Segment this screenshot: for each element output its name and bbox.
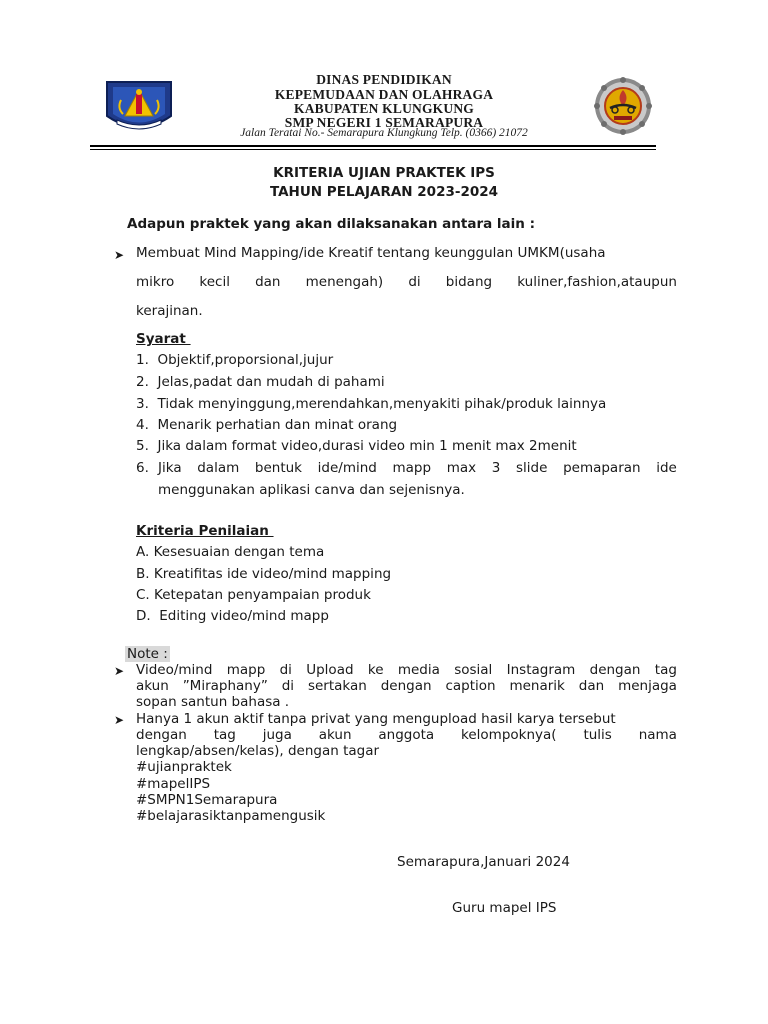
hashtag: #ujianpraktek [136, 759, 232, 775]
word: menengah) [305, 274, 384, 290]
word: pemaparan [563, 460, 641, 476]
word: mikro [136, 274, 175, 290]
word: anggota [378, 727, 435, 743]
note-text: Hanya 1 akun aktif tanpa privat yang mengupload hasil karya tersebut [136, 711, 616, 727]
word: 3 [491, 460, 501, 476]
word: Upload [306, 662, 354, 678]
school-address: Jalan Teratai No.- Semarapura Klungkung Telp. (0366) 21072 [240, 127, 528, 139]
agency-name: DINAS PENDIDIKAN [316, 72, 452, 87]
word: tag [213, 727, 236, 743]
item-number: 3. [136, 396, 149, 412]
agency-name-line2: KEPEMUDAAN DAN OLAHRAGA [274, 87, 494, 102]
word: di [281, 678, 295, 694]
school-name: SMP NEGERI 1 SEMARAPURA [284, 115, 484, 130]
word: kelompoknya( [461, 727, 557, 743]
word: ”Miraphany” [182, 678, 268, 694]
word: di [408, 274, 421, 290]
item-text: Jelas,padat dan mudah di pahami [157, 374, 385, 390]
syarat-item-2 [136, 374, 385, 390]
arrow-bullet-icon: ➤ [114, 713, 125, 727]
kriteria-item-a: A. Kesesuaian dengan tema [136, 544, 325, 560]
syarat-item-6-line-1 [158, 460, 677, 476]
word: kecil [199, 274, 230, 290]
task-line-2 [136, 274, 677, 290]
word: dan [255, 274, 281, 290]
word: tag [654, 662, 677, 678]
word: juga [262, 727, 292, 743]
note-label [125, 646, 170, 662]
word: ide/mind [317, 460, 377, 476]
syarat-item-5 [136, 438, 577, 454]
word: dengan [589, 662, 641, 678]
note-bullet-2-line-1 [136, 711, 677, 727]
header-divider-thin [90, 149, 656, 150]
word: bentuk [254, 460, 303, 476]
word: slide [516, 460, 548, 476]
header-divider [90, 145, 656, 147]
syarat-item-1 [136, 352, 333, 368]
task-text: Membuat Mind Mapping/ide Kreatif tentang keunggulan UMKM(usaha [136, 245, 606, 261]
word: akun [318, 727, 352, 743]
document-subtitle: TAHUN PELAJARAN 2023-2024 [269, 184, 499, 200]
word: ke [367, 662, 384, 678]
intro-text: Adapun praktek yang akan dilaksanakan antara lain : [127, 216, 535, 232]
hashtag: #mapelIPS [136, 776, 211, 792]
word: mapp [392, 460, 432, 476]
word: akun [136, 678, 169, 694]
note-label-text: Note : [127, 646, 168, 662]
word: Jika [158, 460, 182, 476]
item-number: 1. [136, 352, 149, 368]
item-text: Menarik perhatian dan minat orang [157, 417, 398, 433]
word: menjaga [618, 678, 677, 694]
item-text: Tidak menyinggung,merendahkan,menyakiti pihak/produk lainnya [157, 396, 607, 412]
note-bullet-2-line-3: lengkap/absen/kelas), dengan tagar [136, 743, 380, 759]
word: mapp [226, 662, 266, 678]
syarat-item-3 [136, 396, 606, 412]
item-text: Objektif,proporsional,jujur [157, 352, 334, 368]
note-bullet-1-line-2 [136, 678, 677, 694]
word: dalam [197, 460, 240, 476]
word: nama [638, 727, 677, 743]
syarat-item-6-number: 6. [136, 460, 149, 476]
task-line-1 [136, 245, 677, 261]
kriteria-heading: Kriteria Penilaian [136, 523, 274, 539]
word: sosial [454, 662, 493, 678]
item-number: 5. [136, 438, 149, 454]
note-bullet-1-line-1 [136, 662, 677, 678]
signature-role: Guru mapel IPS [452, 900, 557, 916]
word: di [279, 662, 292, 678]
document-title: KRITERIA UJIAN PRAKTEK IPS [273, 165, 495, 181]
word: Instagram [506, 662, 576, 678]
syarat-item-4 [136, 417, 397, 433]
item-number: 4. [136, 417, 149, 433]
regency-name: KABUPATEN KLUNGKUNG [294, 101, 474, 116]
signature-place-date: Semarapura,Januari 2024 [397, 854, 570, 870]
word: dengan [136, 727, 187, 743]
word: dengan [380, 678, 432, 694]
word: Video/mind [136, 662, 213, 678]
word: menarik [509, 678, 565, 694]
word: dan [578, 678, 605, 694]
task-line-3: kerajinan. [136, 303, 203, 319]
kriteria-item-c: C. Ketepatan penyampaian produk [136, 587, 371, 603]
word: ide [656, 460, 677, 476]
item-number: 2. [136, 374, 149, 390]
word: kuliner,fashion,ataupun [517, 274, 677, 290]
word: max [446, 460, 477, 476]
item-text: Jika dalam format video,durasi video min 1 menit max 2menit [157, 438, 577, 454]
kriteria-item-b: B. Kreatifitas ide video/mind mapping [136, 566, 392, 582]
word: tulis [583, 727, 612, 743]
word: media [397, 662, 440, 678]
word: caption [445, 678, 496, 694]
arrow-bullet-icon: ➤ [114, 664, 125, 678]
kriteria-item-d: D. Editing video/mind mapp [136, 608, 329, 624]
word: sertakan [307, 678, 367, 694]
hashtag: #SMPN1Semarapura [136, 792, 278, 808]
note-bullet-1-line-3: sopan santun bahasa . [136, 694, 290, 710]
syarat-heading: Syarat [136, 331, 191, 347]
syarat-item-6-line-2: menggunakan aplikasi canva dan sejenisnya. [158, 482, 465, 498]
note-bullet-2-line-2 [136, 727, 677, 743]
arrow-bullet-icon: ➤ [114, 248, 125, 262]
hashtag: #belajarasiktanpamengusik [136, 808, 326, 824]
word: bidang [445, 274, 493, 290]
